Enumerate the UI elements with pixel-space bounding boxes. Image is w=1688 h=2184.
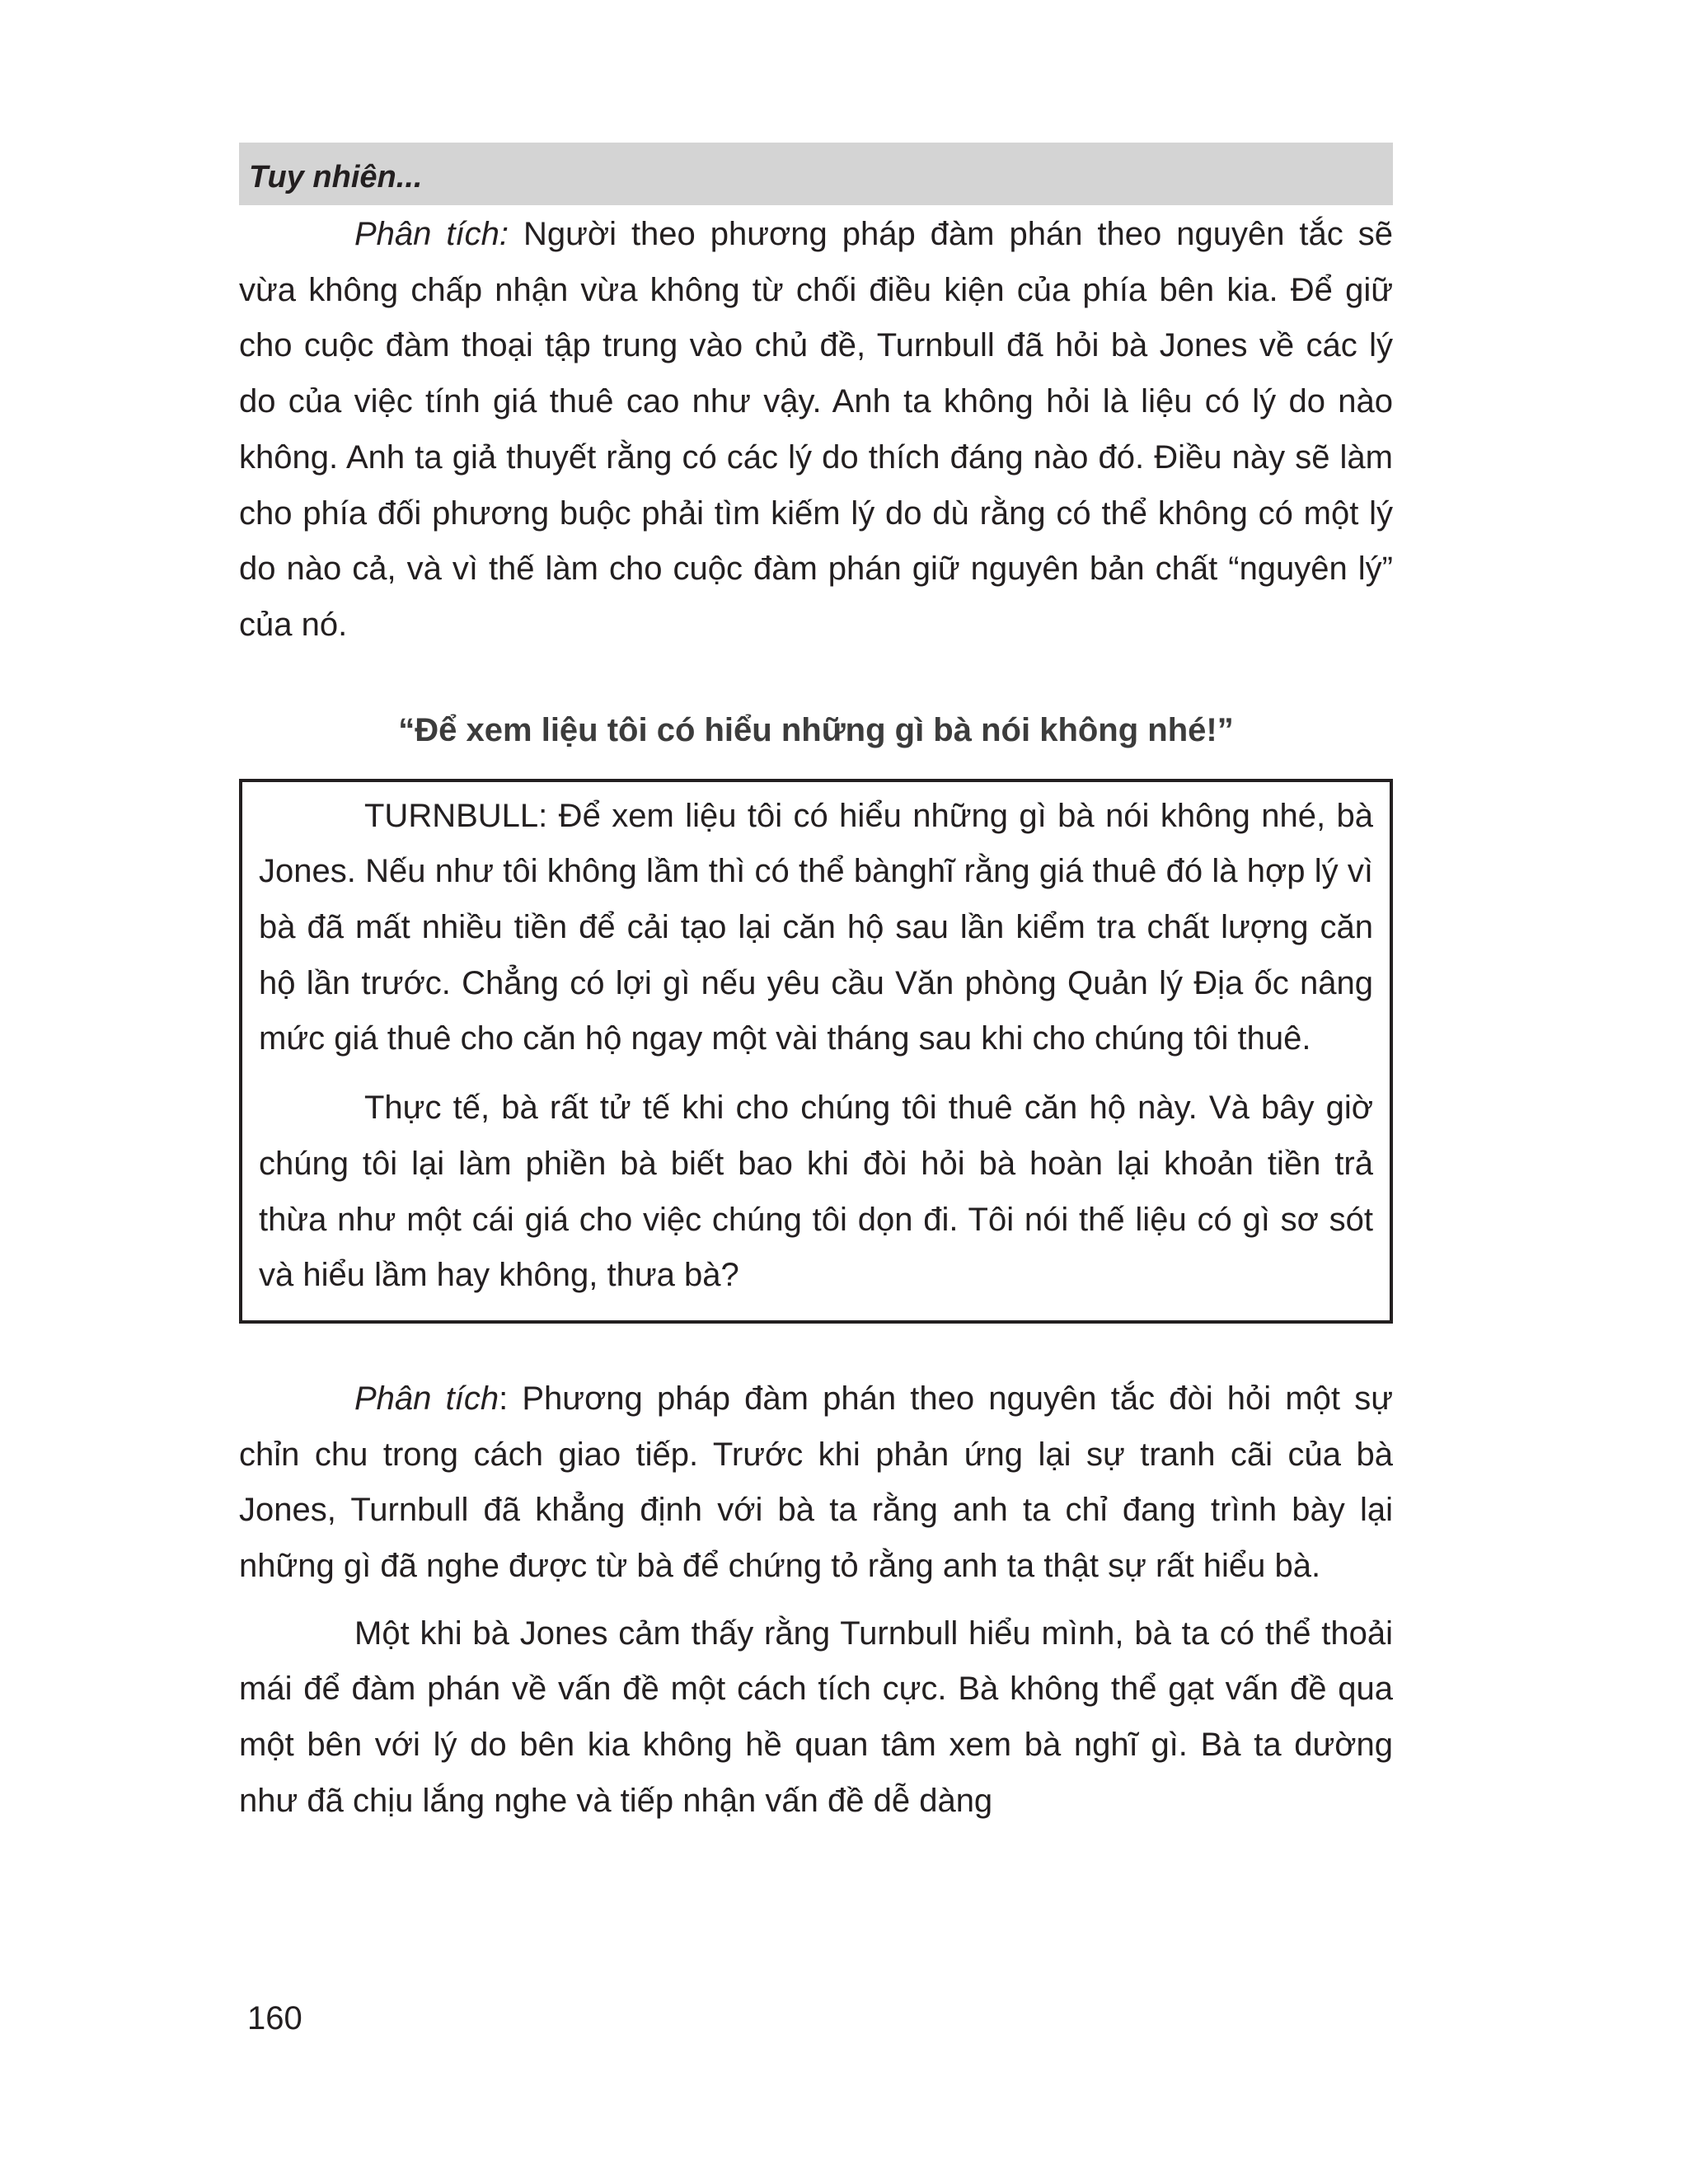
dialogue-paragraph-1: TURNBULL: Để xem liệu tôi có hiểu những gì bà nói không nhé, bà Jones. Nếu như tôi không lầm thì có thể bànghĩ rằng giá thuê đó là hợp lý vì bà đã mất nhiều tiền để cải tạo lại căn hộ sau lần kiểm tra chất lượng căn hộ lần trước. Chẳng có lợi gì nếu yêu cầu Văn phòng Quản lý Địa ốc nâng mức giá thuê cho căn hộ ngay một vài tháng sau khi cho chúng tôi thuê. <box>259 797 1373 1057</box>
page-content <box>239 143 1393 1830</box>
dialogue-paragraph-2: Thực tế, bà rất tử tế khi cho chúng tôi thuê căn hộ này. Và bây giờ chúng tôi lại làm phiền bà biết bao khi đòi hỏi bà hoàn lại khoản tiền trả thừa như một cái giá cho việc chúng tôi dọn đi. Tôi nói thế liệu có gì sơ sót và hiểu lầm hay không, thưa bà? <box>259 1090 1373 1294</box>
dialogue-box <box>239 779 1393 1324</box>
analysis-label-2: Phân tích <box>354 1380 499 1417</box>
section-header-title: Tuy nhiên... <box>249 160 423 194</box>
section-header <box>239 143 1393 205</box>
analysis-paragraph-1 <box>239 207 1393 654</box>
body-paragraph-3: Một khi bà Jones cảm thấy rằng Turnbull hiểu mình, bà ta có thể thoải mái để đàm phán về vấn đề một cách tích cực. Bà không thể gạt vấn đề qua một bên với lý do bên kia không hề quan tâm xem bà nghĩ gì. Bà ta dường như đã chịu lắng nghe và tiếp nhận vấn đề dễ dàng <box>239 1615 1393 1819</box>
analysis-paragraph-2 <box>239 1371 1393 1595</box>
page-number: 160 <box>247 2000 302 2036</box>
dialogue-heading: “Để xem liệu tôi có hiểu những gì bà nói không nhé!” <box>398 711 1234 748</box>
analysis-text: Người theo phương pháp đàm phán theo nguyên tắc sẽ vừa không chấp nhận vừa không từ chối điều kiện của phía bên kia. Để giữ cho cuộc đàm thoại tập trung vào chủ đề, Turnbull đã hỏi bà Jones về các lý do của việc tính giá thuê cao như vậy. Anh ta không hỏi là liệu có lý do nào không. Anh ta giả thuyết rằng có các lý do thích đáng nào đó. Điều này sẽ làm cho phía đối phương buộc phải tìm kiếm lý do dù rằng có thể không có một lý do nào cả, và vì thế làm cho cuộc đàm phán giữ nguyên bản chất “nguyên lý” của nó. <box>239 216 1393 643</box>
analysis-text-2: : Phương pháp đàm phán theo nguyên tắc đòi hỏi một sự chỉn chu trong cách giao tiếp. Trước khi phản ứng lại sự tranh cãi của bà Jones, Turnbull đã khẳng định với bà ta rằng anh ta chỉ đang trình bày lại những gì đã nghe được từ bà để chứng tỏ rằng anh ta thật sự rất hiểu bà. <box>239 1380 1393 1585</box>
analysis-label: Phân tích: <box>354 216 509 252</box>
